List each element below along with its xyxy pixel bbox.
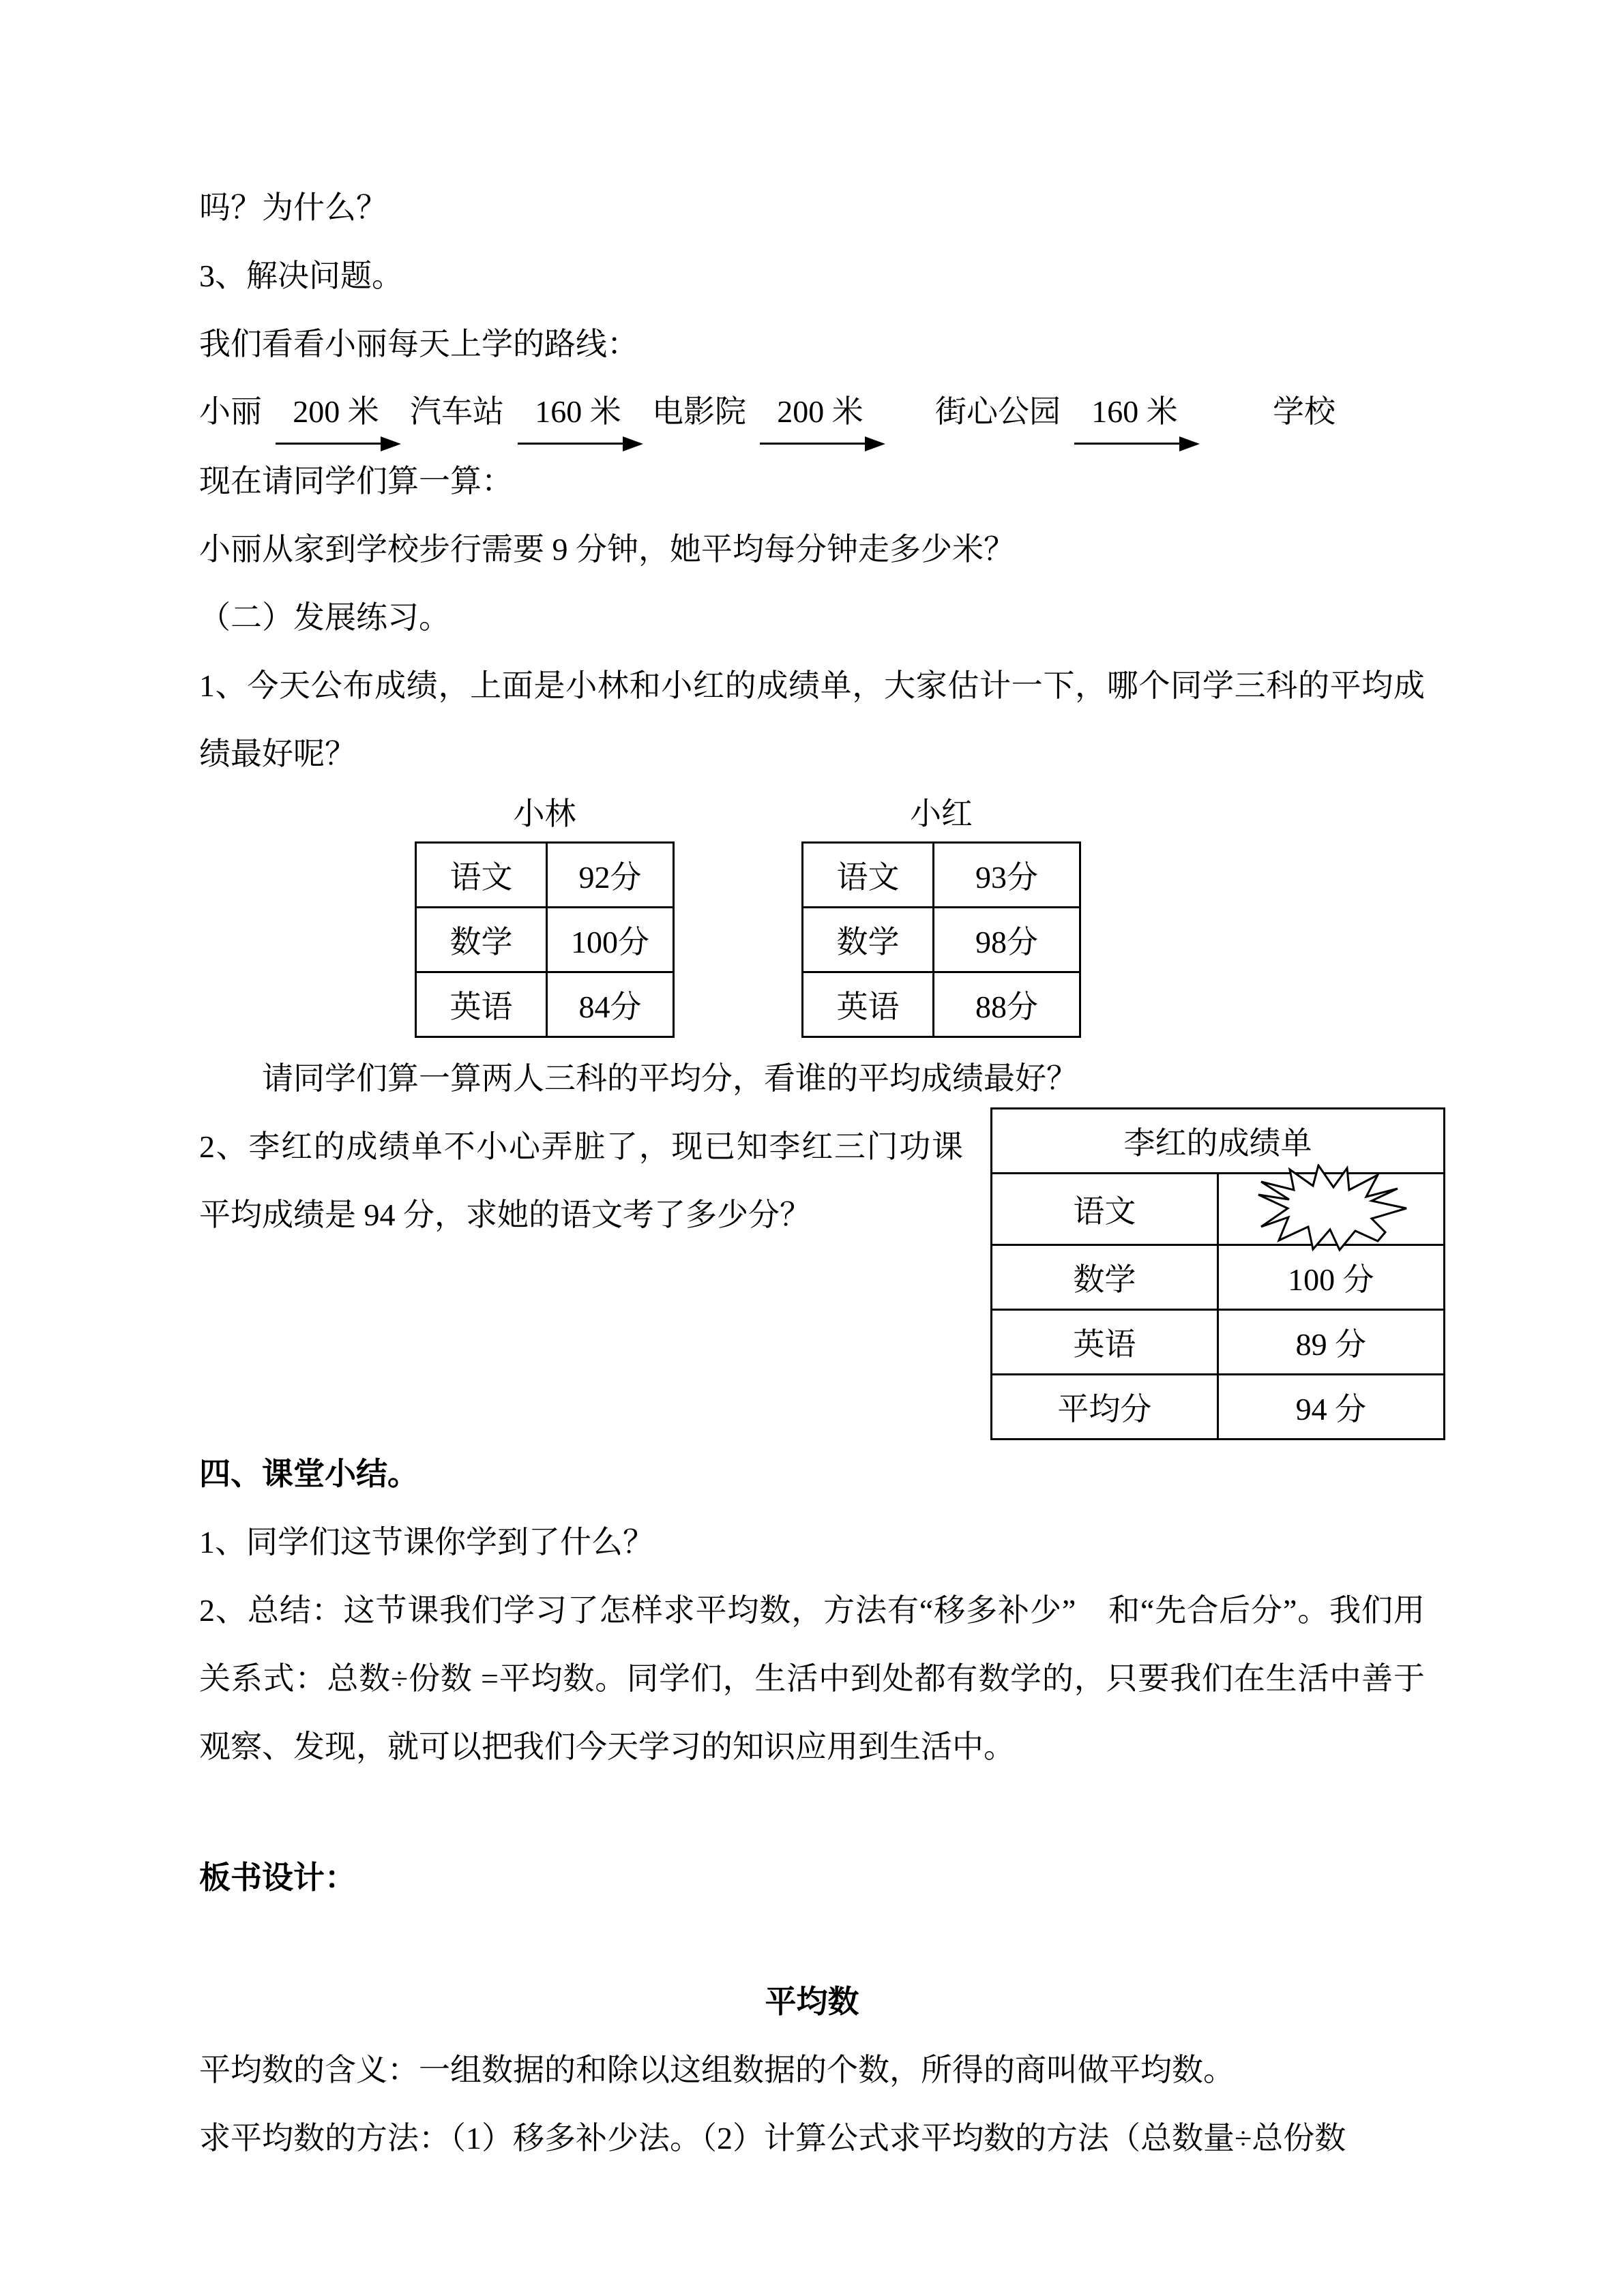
subject-cell: 数学 xyxy=(416,908,547,972)
lihong-table-wrap xyxy=(990,1107,1445,1440)
score-cell: 98分 xyxy=(934,908,1080,972)
score-cell: 93分 xyxy=(934,843,1080,908)
subject-cell: 语文 xyxy=(803,843,934,908)
route-distance: 200 米 xyxy=(777,394,863,429)
score-cell: 88分 xyxy=(934,972,1080,1037)
subject-cell: 数学 xyxy=(992,1245,1218,1310)
table-row xyxy=(803,843,1080,908)
right-arrow-icon xyxy=(518,443,639,445)
route-segment xyxy=(1065,389,1205,445)
paragraph-compare-prompt: 请同学们算一算两人三科的平均分，看谁的平均成绩最好？ xyxy=(262,1061,1078,1096)
score-table-lihong xyxy=(990,1107,1445,1440)
score-table-xiaolin xyxy=(415,841,675,1038)
lihong-table-title: 李红的成绩单 xyxy=(992,1109,1445,1174)
paragraph-item3: 3、解决问题。 xyxy=(199,258,403,293)
route-distance: 160 米 xyxy=(1091,394,1178,429)
right-arrow-icon xyxy=(276,443,397,445)
paragraph-summary2: 2、总结：这节课我们学习了怎样求平均数，方法有“移多补少” 和“先合后分”。我们用关系式：总数÷份数 =平均数。同学们，生活中到处都有数学的，只要我们在生活中善于观察、发现，就可以把我们今天学习的知识应用到生活中。 xyxy=(199,1593,1425,1764)
table-row xyxy=(992,1310,1445,1375)
score-cell: 100 分 xyxy=(1217,1245,1444,1310)
route-distance: 200 米 xyxy=(293,394,379,429)
route-segment xyxy=(508,389,648,445)
subject-cell: 语文 xyxy=(416,843,547,908)
paragraph-exercise2: 2、李红的成绩单不小心弄脏了，现已知李红三门功课平均成绩是 94 分，求她的语文考了多少分？ xyxy=(199,1129,963,1232)
paragraph-route-intro: 我们看看小丽每天上学的路线： xyxy=(199,327,638,361)
table-row xyxy=(992,1375,1445,1440)
score-cell: 100分 xyxy=(547,908,674,972)
paragraph-board-line1: 平均数的含义：一组数据的和除以这组数据的个数，所得的商叫做平均数。 xyxy=(199,2053,1235,2087)
table-row xyxy=(416,908,674,972)
score-table-block-xiaohong xyxy=(801,792,1081,1038)
score-cell: 92分 xyxy=(547,843,674,908)
paragraph-section2: （二）发展练习。 xyxy=(199,600,450,635)
table-row xyxy=(803,908,1080,972)
lihong-exercise-section xyxy=(199,1113,1425,1427)
paragraph-walk-question: 小丽从家到学校步行需要 9 分钟，她平均每分钟走多少米？ xyxy=(199,532,1015,567)
subject-cell: 英语 xyxy=(803,972,934,1037)
score-tables-row xyxy=(415,792,1425,1038)
subject-cell: 英语 xyxy=(416,972,547,1037)
paragraph-board-line2: 求平均数的方法：（1）移多补少法。（2）计算公式求平均数的方法（总数量÷总份数 xyxy=(199,2121,1346,2156)
score-table-block-xiaolin xyxy=(415,792,675,1038)
table-row xyxy=(416,843,674,908)
paragraph-summary1: 1、同学们这节课你学到了什么？ xyxy=(199,1525,654,1560)
score-cell: 89 分 xyxy=(1217,1310,1444,1375)
route-segment xyxy=(750,389,890,445)
route-diagram xyxy=(199,389,1425,445)
route-stop-home: 小丽 xyxy=(199,394,262,429)
heading-board-design: 板书设计： xyxy=(199,1860,356,1895)
score-cell: 94 分 xyxy=(1217,1375,1444,1440)
board-title-average: 平均数 xyxy=(765,1984,859,2019)
route-stop-cinema: 电影院 xyxy=(652,394,746,429)
score-table-xiaohong xyxy=(801,841,1081,1038)
table-row xyxy=(992,1245,1445,1310)
table-title-xiaolin: 小林 xyxy=(513,796,576,831)
route-stop-park: 街心公园 xyxy=(935,394,1061,429)
subject-cell: 英语 xyxy=(992,1310,1218,1375)
heading-summary: 四、课堂小结。 xyxy=(199,1457,419,1491)
table-row xyxy=(803,972,1080,1037)
paragraph-why-question: 吗？为什么？ xyxy=(199,190,387,225)
score-cell: 84分 xyxy=(547,972,674,1037)
subject-cell: 平均分 xyxy=(992,1375,1218,1440)
stained-score-cell xyxy=(1217,1174,1444,1245)
subject-cell: 数学 xyxy=(803,908,934,972)
table-row xyxy=(416,972,674,1037)
table-title-xiaohong: 小红 xyxy=(910,796,973,831)
route-distance: 160 米 xyxy=(535,394,621,429)
subject-cell: 语文 xyxy=(992,1174,1218,1245)
stain-splat-icon xyxy=(1252,1164,1410,1254)
paragraph-calc-prompt: 现在请同学们算一算： xyxy=(199,464,513,498)
route-stop-bus-station: 汽车站 xyxy=(410,394,504,429)
paragraph-exercise1: 1、今天公布成绩，上面是小林和小红的成绩单，大家估计一下，哪个同学三科的平均成绩最好呢？ xyxy=(199,668,1425,771)
table-row xyxy=(992,1174,1445,1245)
right-arrow-icon xyxy=(1074,443,1196,445)
route-segment xyxy=(266,389,406,445)
right-arrow-icon xyxy=(760,443,881,445)
route-stop-school: 学校 xyxy=(1273,394,1335,429)
